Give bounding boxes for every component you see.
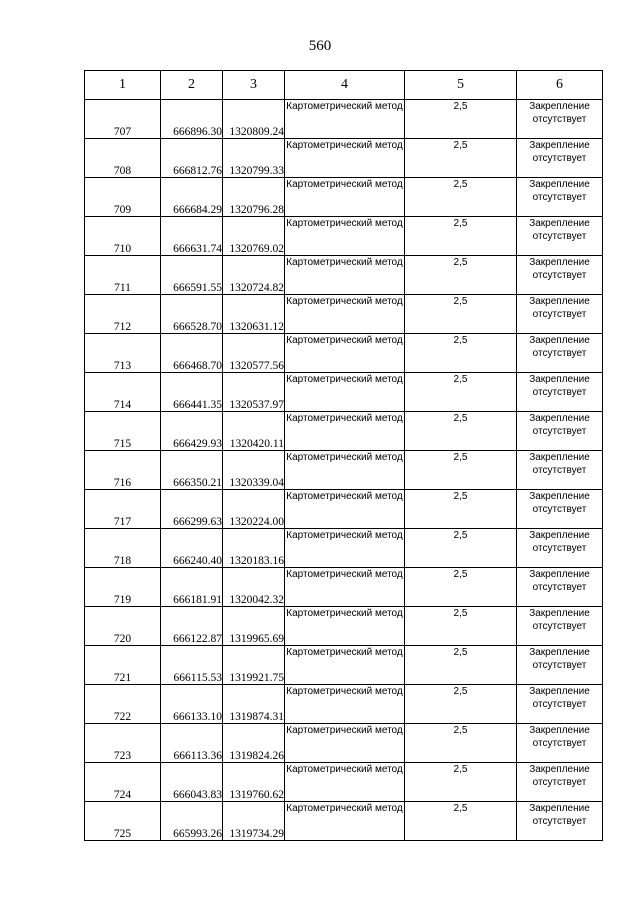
fixation-cell: Закрепление отсутствует: [517, 295, 603, 334]
table-row: [85, 412, 603, 451]
x-coordinate-cell: 666115.53: [161, 646, 223, 685]
point-number-cell: 709: [85, 178, 161, 217]
point-number-cell: 710: [85, 217, 161, 256]
y-coordinate-cell: 1320724.82: [223, 256, 285, 295]
method-cell: Картометрический метод: [285, 685, 405, 724]
table-row: [85, 373, 603, 412]
point-number-cell: 718: [85, 529, 161, 568]
x-coordinate-cell: 666684.29: [161, 178, 223, 217]
accuracy-cell: 2,5: [405, 139, 517, 178]
y-coordinate-cell: 1320537.97: [223, 373, 285, 412]
table-row: [85, 256, 603, 295]
point-number-cell: 724: [85, 763, 161, 802]
method-cell: Картометрический метод: [285, 100, 405, 139]
accuracy-cell: 2,5: [405, 256, 517, 295]
method-cell: Картометрический метод: [285, 724, 405, 763]
table-row: [85, 529, 603, 568]
x-coordinate-cell: 666896.30: [161, 100, 223, 139]
header-row: [85, 71, 603, 100]
table-row: [85, 178, 603, 217]
accuracy-cell: 2,5: [405, 646, 517, 685]
x-coordinate-cell: 666113.36: [161, 724, 223, 763]
coordinates-table: [84, 70, 603, 841]
accuracy-cell: 2,5: [405, 490, 517, 529]
method-cell: Картометрический метод: [285, 139, 405, 178]
fixation-cell: Закрепление отсутствует: [517, 529, 603, 568]
accuracy-cell: 2,5: [405, 373, 517, 412]
fixation-cell: Закрепление отсутствует: [517, 490, 603, 529]
x-coordinate-cell: 666812.76: [161, 139, 223, 178]
table-row: [85, 568, 603, 607]
y-coordinate-cell: 1320799.33: [223, 139, 285, 178]
point-number-cell: 717: [85, 490, 161, 529]
point-number-cell: 723: [85, 724, 161, 763]
accuracy-cell: 2,5: [405, 295, 517, 334]
point-number-cell: 716: [85, 451, 161, 490]
y-coordinate-cell: 1320796.28: [223, 178, 285, 217]
accuracy-cell: 2,5: [405, 685, 517, 724]
table-row: [85, 724, 603, 763]
table-row: [85, 100, 603, 139]
accuracy-cell: 2,5: [405, 802, 517, 841]
table-row: [85, 763, 603, 802]
page-number: 560: [308, 38, 332, 54]
x-coordinate-cell: 666591.55: [161, 256, 223, 295]
table-row: [85, 646, 603, 685]
method-cell: Картометрический метод: [285, 607, 405, 646]
y-coordinate-cell: 1320183.16: [223, 529, 285, 568]
point-number-cell: 715: [85, 412, 161, 451]
accuracy-cell: 2,5: [405, 607, 517, 646]
fixation-cell: Закрепление отсутствует: [517, 724, 603, 763]
y-coordinate-cell: 1320224.00: [223, 490, 285, 529]
table-row: [85, 217, 603, 256]
point-number-cell: 720: [85, 607, 161, 646]
y-coordinate-cell: 1320769.02: [223, 217, 285, 256]
method-cell: Картометрический метод: [285, 295, 405, 334]
method-cell: Картометрический метод: [285, 568, 405, 607]
accuracy-cell: 2,5: [405, 763, 517, 802]
accuracy-cell: 2,5: [405, 568, 517, 607]
x-coordinate-cell: 666299.63: [161, 490, 223, 529]
accuracy-cell: 2,5: [405, 334, 517, 373]
x-coordinate-cell: 666133.10: [161, 685, 223, 724]
table-row: [85, 295, 603, 334]
method-cell: Картометрический метод: [285, 490, 405, 529]
y-coordinate-cell: 1320577.56: [223, 334, 285, 373]
x-coordinate-cell: 666350.21: [161, 451, 223, 490]
table-body: [85, 100, 603, 841]
x-coordinate-cell: 666181.91: [161, 568, 223, 607]
table-row: [85, 334, 603, 373]
fixation-cell: Закрепление отсутствует: [517, 607, 603, 646]
method-cell: Картометрический метод: [285, 334, 405, 373]
point-number-cell: 725: [85, 802, 161, 841]
x-coordinate-cell: 666631.74: [161, 217, 223, 256]
accuracy-cell: 2,5: [405, 412, 517, 451]
fixation-cell: Закрепление отсутствует: [517, 217, 603, 256]
fixation-cell: Закрепление отсутствует: [517, 451, 603, 490]
fixation-cell: Закрепление отсутствует: [517, 334, 603, 373]
table-row: [85, 139, 603, 178]
accuracy-cell: 2,5: [405, 100, 517, 139]
y-coordinate-cell: 1319824.26: [223, 724, 285, 763]
y-coordinate-cell: 1320042.32: [223, 568, 285, 607]
x-coordinate-cell: 666528.70: [161, 295, 223, 334]
method-cell: Картометрический метод: [285, 217, 405, 256]
y-coordinate-cell: 1319874.31: [223, 685, 285, 724]
point-number-cell: 721: [85, 646, 161, 685]
y-coordinate-cell: 1320339.04: [223, 451, 285, 490]
x-coordinate-cell: 666240.40: [161, 529, 223, 568]
y-coordinate-cell: 1319760.62: [223, 763, 285, 802]
accuracy-cell: 2,5: [405, 451, 517, 490]
fixation-cell: Закрепление отсутствует: [517, 685, 603, 724]
fixation-cell: Закрепление отсутствует: [517, 568, 603, 607]
x-coordinate-cell: 665993.26: [161, 802, 223, 841]
fixation-cell: Закрепление отсутствует: [517, 763, 603, 802]
column-header-2: 2: [161, 71, 223, 100]
x-coordinate-cell: 666122.87: [161, 607, 223, 646]
point-number-cell: 719: [85, 568, 161, 607]
point-number-cell: 722: [85, 685, 161, 724]
fixation-cell: Закрепление отсутствует: [517, 139, 603, 178]
point-number-cell: 707: [85, 100, 161, 139]
method-cell: Картометрический метод: [285, 529, 405, 568]
y-coordinate-cell: 1319921.75: [223, 646, 285, 685]
table-row: [85, 451, 603, 490]
method-cell: Картометрический метод: [285, 412, 405, 451]
table-row: [85, 490, 603, 529]
column-header-1: 1: [85, 71, 161, 100]
accuracy-cell: 2,5: [405, 529, 517, 568]
table-row: [85, 685, 603, 724]
x-coordinate-cell: 666441.35: [161, 373, 223, 412]
table-row: [85, 607, 603, 646]
fixation-cell: Закрепление отсутствует: [517, 646, 603, 685]
fixation-cell: Закрепление отсутствует: [517, 178, 603, 217]
method-cell: Картометрический метод: [285, 256, 405, 295]
accuracy-cell: 2,5: [405, 724, 517, 763]
accuracy-cell: 2,5: [405, 178, 517, 217]
y-coordinate-cell: 1319965.69: [223, 607, 285, 646]
fixation-cell: Закрепление отсутствует: [517, 802, 603, 841]
fixation-cell: Закрепление отсутствует: [517, 256, 603, 295]
fixation-cell: Закрепление отсутствует: [517, 373, 603, 412]
point-number-cell: 713: [85, 334, 161, 373]
fixation-cell: Закрепление отсутствует: [517, 100, 603, 139]
x-coordinate-cell: 666429.93: [161, 412, 223, 451]
point-number-cell: 712: [85, 295, 161, 334]
point-number-cell: 711: [85, 256, 161, 295]
table-row: [85, 802, 603, 841]
method-cell: Картометрический метод: [285, 646, 405, 685]
y-coordinate-cell: 1319734.29: [223, 802, 285, 841]
method-cell: Картометрический метод: [285, 373, 405, 412]
point-number-cell: 708: [85, 139, 161, 178]
method-cell: Картометрический метод: [285, 178, 405, 217]
fixation-cell: Закрепление отсутствует: [517, 412, 603, 451]
point-number-cell: 714: [85, 373, 161, 412]
x-coordinate-cell: 666043.83: [161, 763, 223, 802]
column-header-3: 3: [223, 71, 285, 100]
x-coordinate-cell: 666468.70: [161, 334, 223, 373]
y-coordinate-cell: 1320809.24: [223, 100, 285, 139]
accuracy-cell: 2,5: [405, 217, 517, 256]
column-header-5: 5: [405, 71, 517, 100]
column-header-6: 6: [517, 71, 603, 100]
method-cell: Картометрический метод: [285, 763, 405, 802]
column-header-4: 4: [285, 71, 405, 100]
y-coordinate-cell: 1320631.12: [223, 295, 285, 334]
y-coordinate-cell: 1320420.11: [223, 412, 285, 451]
method-cell: Картометрический метод: [285, 451, 405, 490]
method-cell: Картометрический метод: [285, 802, 405, 841]
